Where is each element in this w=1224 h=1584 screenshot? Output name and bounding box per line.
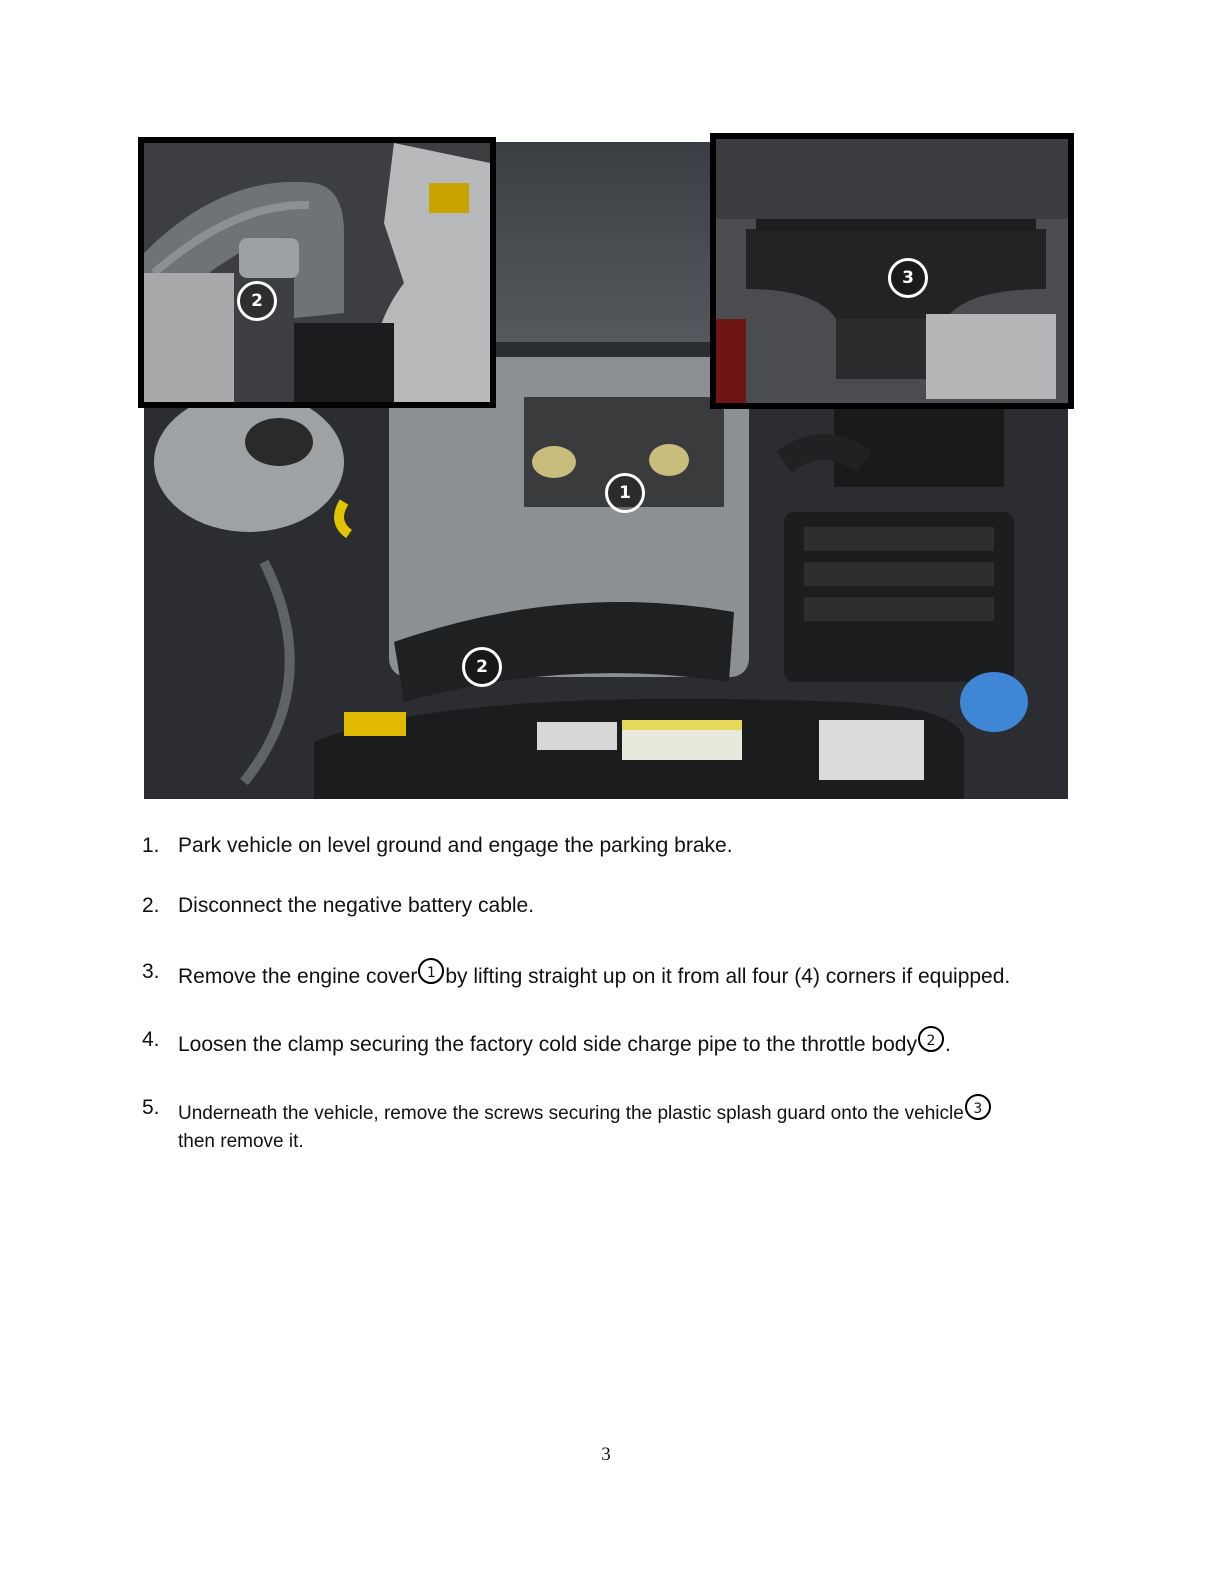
step-number: 4.: [142, 1028, 160, 1051]
step-number: 2.: [142, 894, 160, 917]
step-text: Loosen the clamp securing the factory cold side charge pipe to the throttle body 2 .: [178, 1026, 1098, 1059]
step-text: Underneath the vehicle, remove the screws securing the plastic splash guard onto the vehicle 3 then remove it.: [178, 1094, 1098, 1156]
callout-charge-pipe-clamp: 2: [237, 281, 277, 321]
step-number: 3.: [142, 960, 160, 983]
callout-ref-1: 1: [418, 958, 444, 984]
callout-ref-3: 3: [965, 1094, 991, 1120]
callout-engine-cover: 1: [605, 473, 645, 513]
callout-splash-guard: 3: [888, 258, 928, 298]
charge-pipe-clamp-photo: [138, 137, 496, 408]
callout-ref-2: 2: [918, 1026, 944, 1052]
callout-throttle-body: 2: [462, 647, 502, 687]
step-number: 5.: [142, 1096, 160, 1119]
step-text: Remove the engine cover 1 by lifting straight up on it from all four (4) corners if equipped.: [178, 958, 1098, 991]
step-text: Disconnect the negative battery cable.: [178, 894, 535, 917]
step-text: Park vehicle on level ground and engage the parking brake.: [178, 834, 733, 857]
step-number: 1.: [142, 834, 160, 857]
page-number: 3: [601, 1444, 611, 1465]
